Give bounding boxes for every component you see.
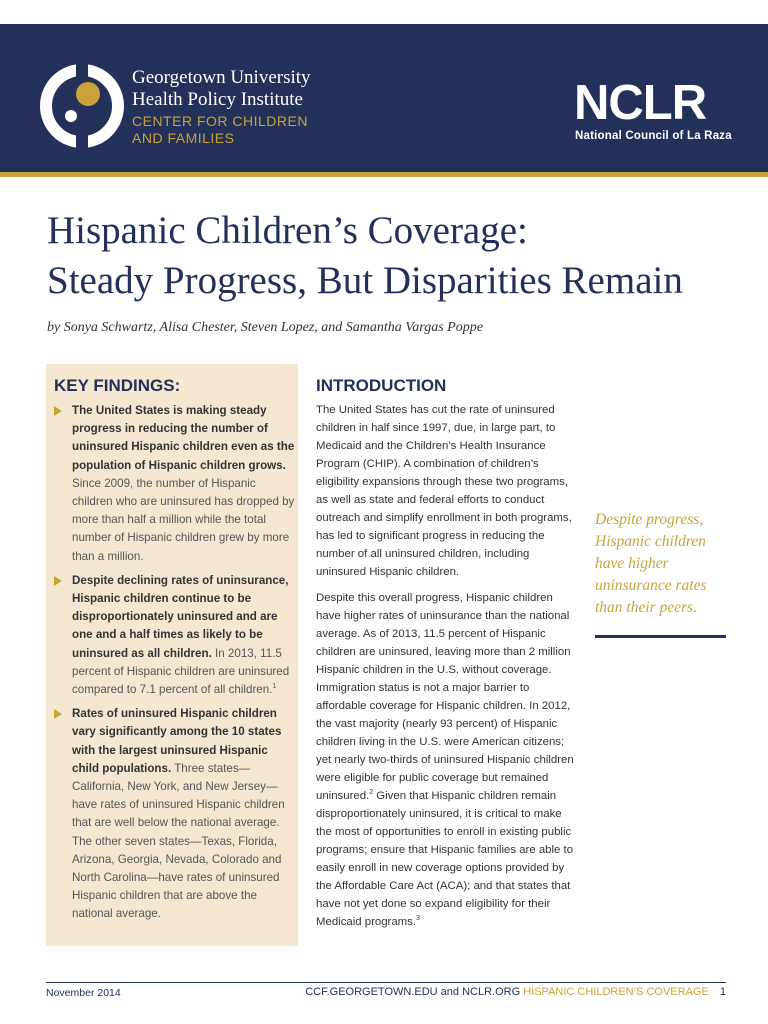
footnote-ref: 1: [272, 683, 277, 691]
introduction-body: [316, 401, 578, 939]
center-name-line1: CENTER FOR CHILDREN: [132, 113, 308, 129]
key-finding-item: [54, 402, 296, 566]
key-findings-title: KEY FINDINGS:: [54, 376, 181, 395]
center-name-line2: AND FAMILIES: [132, 130, 235, 146]
intro-paragraph-2: [316, 589, 578, 931]
org-name-line2: Health Policy Institute: [132, 89, 303, 110]
page-title: [47, 206, 747, 306]
finding-text: Since 2009, the number of Hispanic children who are uninsured has dropped by more than half a million while the total number of Hispanic children grew by more than a million.: [72, 476, 295, 563]
footnote-ref: 2: [369, 789, 374, 797]
finding-text: In 2013, 11.5 percent of Hispanic children are uninsured compared to 7.1 percent of all children.: [72, 646, 290, 697]
introduction-title: INTRODUCTION: [316, 376, 447, 395]
finding-bold: Despite declining rates of uninsurance, Hispanic children continue to be disproportionately uninsured and are one and a half times as likely to be uninsured as all children.: [72, 573, 289, 660]
triangle-bullet-icon: [54, 576, 62, 586]
footer-rule: [46, 982, 726, 983]
footer-info: [305, 986, 726, 998]
finding-bold: Rates of uninsured Hispanic children vary significantly among the 10 states with the largest uninsured Hispanic child populations.: [72, 707, 282, 775]
intro-paragraph-1: The United States has cut the rate of uninsured children in half since 1997, due, in large part, to Medicaid and the Children’s Health Insurance Program (CHIP). A combination of children’s eligibility expansions through these two programs, as well as state and federal efforts to conduct outreach and simplify enrollment in both programs, has led to significant progress in reducing the number of all uninsured children, including uninsured Hispanic children.: [316, 404, 572, 578]
key-findings-list: [54, 402, 296, 930]
footer-sites: CCF.GEORGETOWN.EDU and NCLR.ORG: [305, 986, 521, 998]
header-gold-rule: [0, 172, 768, 177]
key-finding-item: [54, 705, 296, 923]
title-line2: Steady Progress, But Disparities Remain: [47, 259, 683, 302]
org-name: [132, 67, 311, 111]
key-finding-item: [54, 572, 296, 699]
nclr-full-name: National Council of La Raza: [575, 130, 732, 142]
footer-short-title: HISPANIC CHILDREN’S COVERAGE: [523, 986, 709, 998]
intro-p2-part1: Despite this overall progress, Hispanic children have higher rates of uninsurance than the national average. As of 2013, 11.5 percent of Hispanic children are uninsured, leaving more than 2 million Hispanic children in the U.S. without coverage. Immigration status is not a major barrier to affordable coverage for Hispanic children. In 2012, the vast majority (nearly 93 percent) of Hispanic children living in the U.S. were American citizens; yet nearly two-thirds of uninsured Hispanic children were eligible for public coverage but remained uninsured.: [316, 592, 574, 802]
center-name: [132, 113, 308, 147]
georgetown-hpi-logo-icon: [40, 64, 124, 148]
footnote-ref: 3: [416, 915, 420, 923]
triangle-bullet-icon: [54, 406, 62, 416]
footer-date: November 2014: [46, 987, 121, 999]
triangle-bullet-icon: [54, 709, 62, 719]
org-name-line1: Georgetown University: [132, 67, 311, 88]
pull-quote: Despite progress, Hispanic children have higher uninsurance rates than their peers.: [595, 511, 707, 616]
finding-text: Three states—California, New York, and New Jersey—have rates of uninsured Hispanic children that are well below the national average. The other seven states—Texas, Florida, Arizona, Georgia, Nevada, Colorado and North Carolina—have rates of uninsured Hispanic children that are above the national average.: [72, 761, 285, 921]
byline: by Sonya Schwartz, Alisa Chester, Steven Lopez, and Samantha Vargas Poppe: [47, 320, 483, 335]
nclr-logo: NCLR: [574, 76, 707, 130]
intro-p2-part2: Given that Hispanic children remain disproportionately uninsured, it is critical to make the most of opportunities to enroll in existing public programs; ensure that Hispanic families are able to easily enroll in new coverage options provided by the Affordable Care Act (ACA); and that states that have not yet done so expand eligibility for their Medicaid programs.: [316, 790, 574, 928]
finding-bold: The United States is making steady progress in reducing the number of uninsured Hispanic children even as the population of Hispanic children grows.: [72, 404, 295, 472]
page-number: 1: [719, 986, 726, 998]
title-line1: Hispanic Children’s Coverage:: [47, 209, 528, 252]
pull-quote-rule: [595, 635, 726, 638]
